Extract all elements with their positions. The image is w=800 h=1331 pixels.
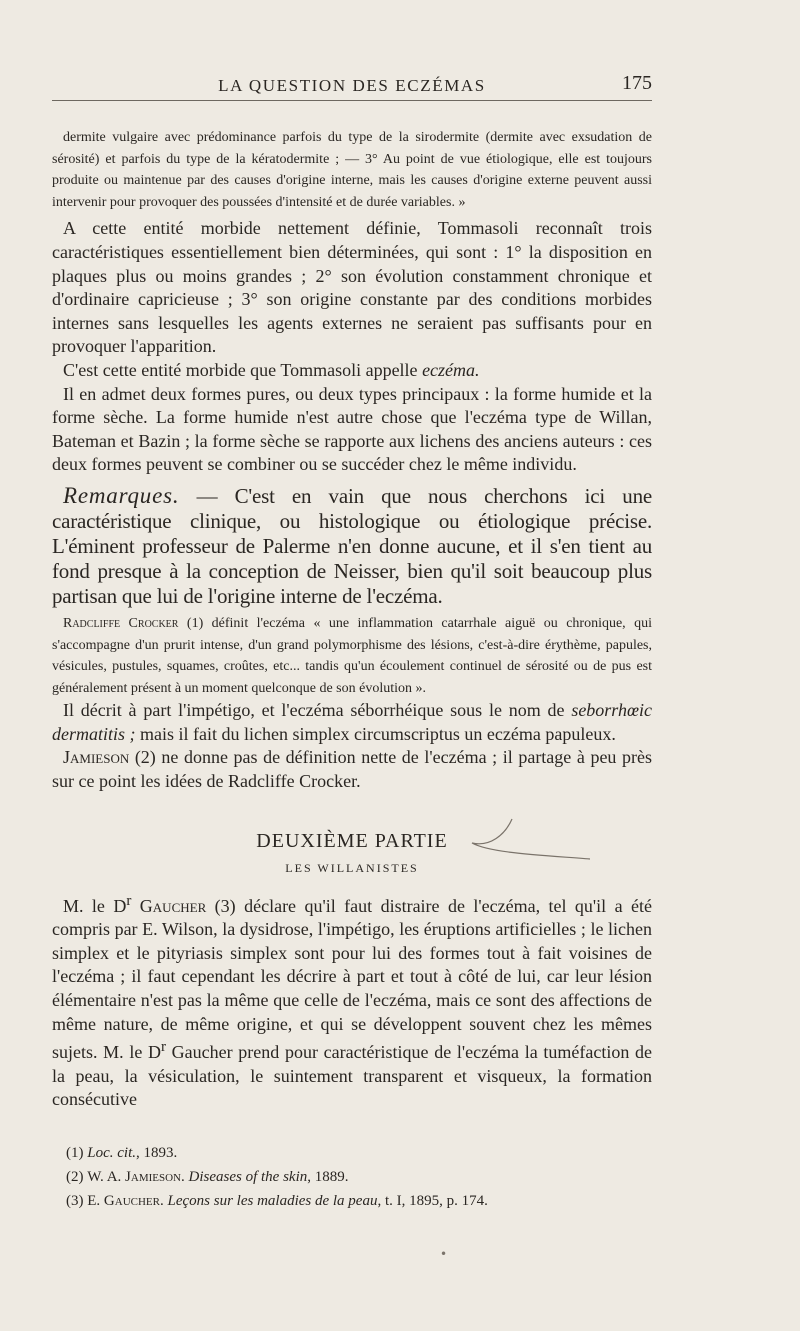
term-seborrhoeic-dermatitis: seborrhœic dermatitis ; xyxy=(52,700,652,744)
section-subtitle: LES WILLANISTES xyxy=(285,860,419,875)
author-name: Radcliffe Crocker xyxy=(63,615,179,631)
page-body xyxy=(52,127,652,1112)
paragraph-radcliffe-crocker xyxy=(52,613,652,699)
page-number: 175 xyxy=(622,72,652,94)
footnote-text: , t. I, 1895, p. 174. xyxy=(377,1193,488,1209)
footnote-number: (1) xyxy=(66,1145,88,1161)
paragraph-text: (1) définit l'eczéma « une inflammation catarrhale aiguë ou chronique, qui s'accompagne d'un prurit intense, d'un grand polymorphisme des lésions, c'est-à-dire érythème, papules, vésicules, pustules, squames, croûtes, etc... tandis qu'un écoulement continuel de sérosité ou de pus est généralement présent à un moment quelconque de son évolution ». xyxy=(52,615,652,696)
paragraph-text: (3) déclare qu'il faut distraire de l'eczéma, tel qu'il a été compris par E. Wilson, la dysidrose, l'impétigo, les éruptions artificielles ; le lichen simplex et le pityriasis simplex sont pour lui des formes tout à fait voisines de l'eczéma ; il faut cependant les décrire à part et tout à côté de lui, car leur lésion élémentaire n'est pas la même que celle de l'eczéma, mais ce sont des affections de même nature, de même origine, et qui se développent souvent chez les mêmes sujets. M. le D xyxy=(52,895,653,1063)
footnote-text: , 1893. xyxy=(136,1145,178,1161)
running-title: LA QUESTION DES ECZÉMAS xyxy=(218,76,486,95)
author-name: Jamieson xyxy=(63,747,130,768)
paragraph-text: C'est cette entité morbide que Tommasoli appelle xyxy=(63,359,423,380)
section-title: DEUXIÈME PARTIE xyxy=(256,829,448,852)
author-name: Gaucher xyxy=(131,895,207,916)
footnote-number: (3) xyxy=(66,1193,88,1209)
paragraph-text: Il décrit à part l'impétigo, et l'eczéma séborrhéique sous le nom de xyxy=(63,700,572,721)
remarques-label: Remarques. xyxy=(63,482,180,508)
term-eczema: eczéma. xyxy=(422,359,480,380)
paragraph-jamieson xyxy=(52,746,652,793)
paragraph-remarques xyxy=(52,483,652,609)
paragraph-text: mais il fait du lichen simplex circumscriptus un eczéma papuleux. xyxy=(135,723,616,744)
footnote-title: Leçons sur les maladies de la peau xyxy=(167,1193,378,1209)
paragraph-quote-end: dermite vulgaire avec prédominance parfois du type de la sirodermite (dermite avec exsudation de sérosité) et parfois du type de la kératodermite ; — 3° Au point de vue étiologique, elle est toujours produite ou maintenue par des causes d'origine interne, mais les causes d'origine externe peuvent aussi intervenir pour provoquer des poussées d'intensité et de durée variables. » xyxy=(52,130,652,210)
paragraph-two-forms: Il en admet deux formes pures, ou deux types principaux : la forme humide et la forme sèche. La forme humide n'est autre chose que l'eczéma type de Willan, Bateman et Bazin ; la forme sèche se rapporte aux lichens des anciens auteurs : ces deux formes peuvent se combiner ou se succéder chez le même individu. xyxy=(52,383,652,475)
footnote-3 xyxy=(66,1189,652,1213)
footnote-text: . xyxy=(181,1169,189,1185)
ink-stroke-mark xyxy=(450,817,610,867)
paragraph-text: Gaucher prend pour caractéristique de l'eczéma la tuméfaction de la peau, la vésiculation, le suintement transparent et visqueux, la formation consécutive xyxy=(52,1042,652,1110)
footnote-1 xyxy=(66,1141,652,1165)
paragraph-text: (2) ne donne pas de définition nette de l'eczéma ; il partage à peu près sur ce point les idées de Radcliffe Crocker. xyxy=(52,747,652,792)
footnote-author: E. Gaucher xyxy=(87,1193,160,1209)
footnote-text: , 1889. xyxy=(307,1169,349,1185)
footnote-2 xyxy=(66,1165,652,1189)
footnote-text: . xyxy=(159,1193,168,1209)
superscript: r xyxy=(126,892,132,909)
paragraph-impetigo xyxy=(52,699,652,746)
footnote-title: Diseases of the skin xyxy=(188,1169,308,1185)
footnote-title: Loc. cit. xyxy=(87,1145,136,1161)
footnotes xyxy=(66,1141,652,1213)
paragraph-text: — C'est en vain que nous cherchons ici une caractéristique clinique, ou histologique ou étiologique précise. L'éminent professeur de Palerme n'en donne aucune, et il s'en tient au fond presque à la conception de Neisser, bien qu'il soit beaucoup plus partisan que lui de l'origine interne de l'eczéma. xyxy=(52,483,652,608)
paragraph-tommasoli-characteristics: A cette entité morbide nettement définie, Tommasoli reconnaît trois caractéristiques essentiellement bien déterminées, qui sont : 1° la disposition en plaques plus ou moins grandes ; 2° son évolution constamment chronique et d'ordinaire capricieuse ; 3° son origine constante par des conditions morbides internes sans lesquelles les agents externes ne seraient pas suffisants pour en provoquer l'apparition. xyxy=(52,218,652,357)
superscript: r xyxy=(161,1039,166,1056)
paragraph-text: M. le D xyxy=(63,895,127,916)
stray-mark: • xyxy=(440,1247,448,1261)
footnote-author: W. A. Jamieson xyxy=(87,1169,181,1185)
footnote-number: (2) xyxy=(66,1169,88,1185)
page-header xyxy=(52,74,652,101)
paragraph-tommasoli-eczema xyxy=(52,359,652,383)
paragraph-gaucher xyxy=(52,890,652,1112)
